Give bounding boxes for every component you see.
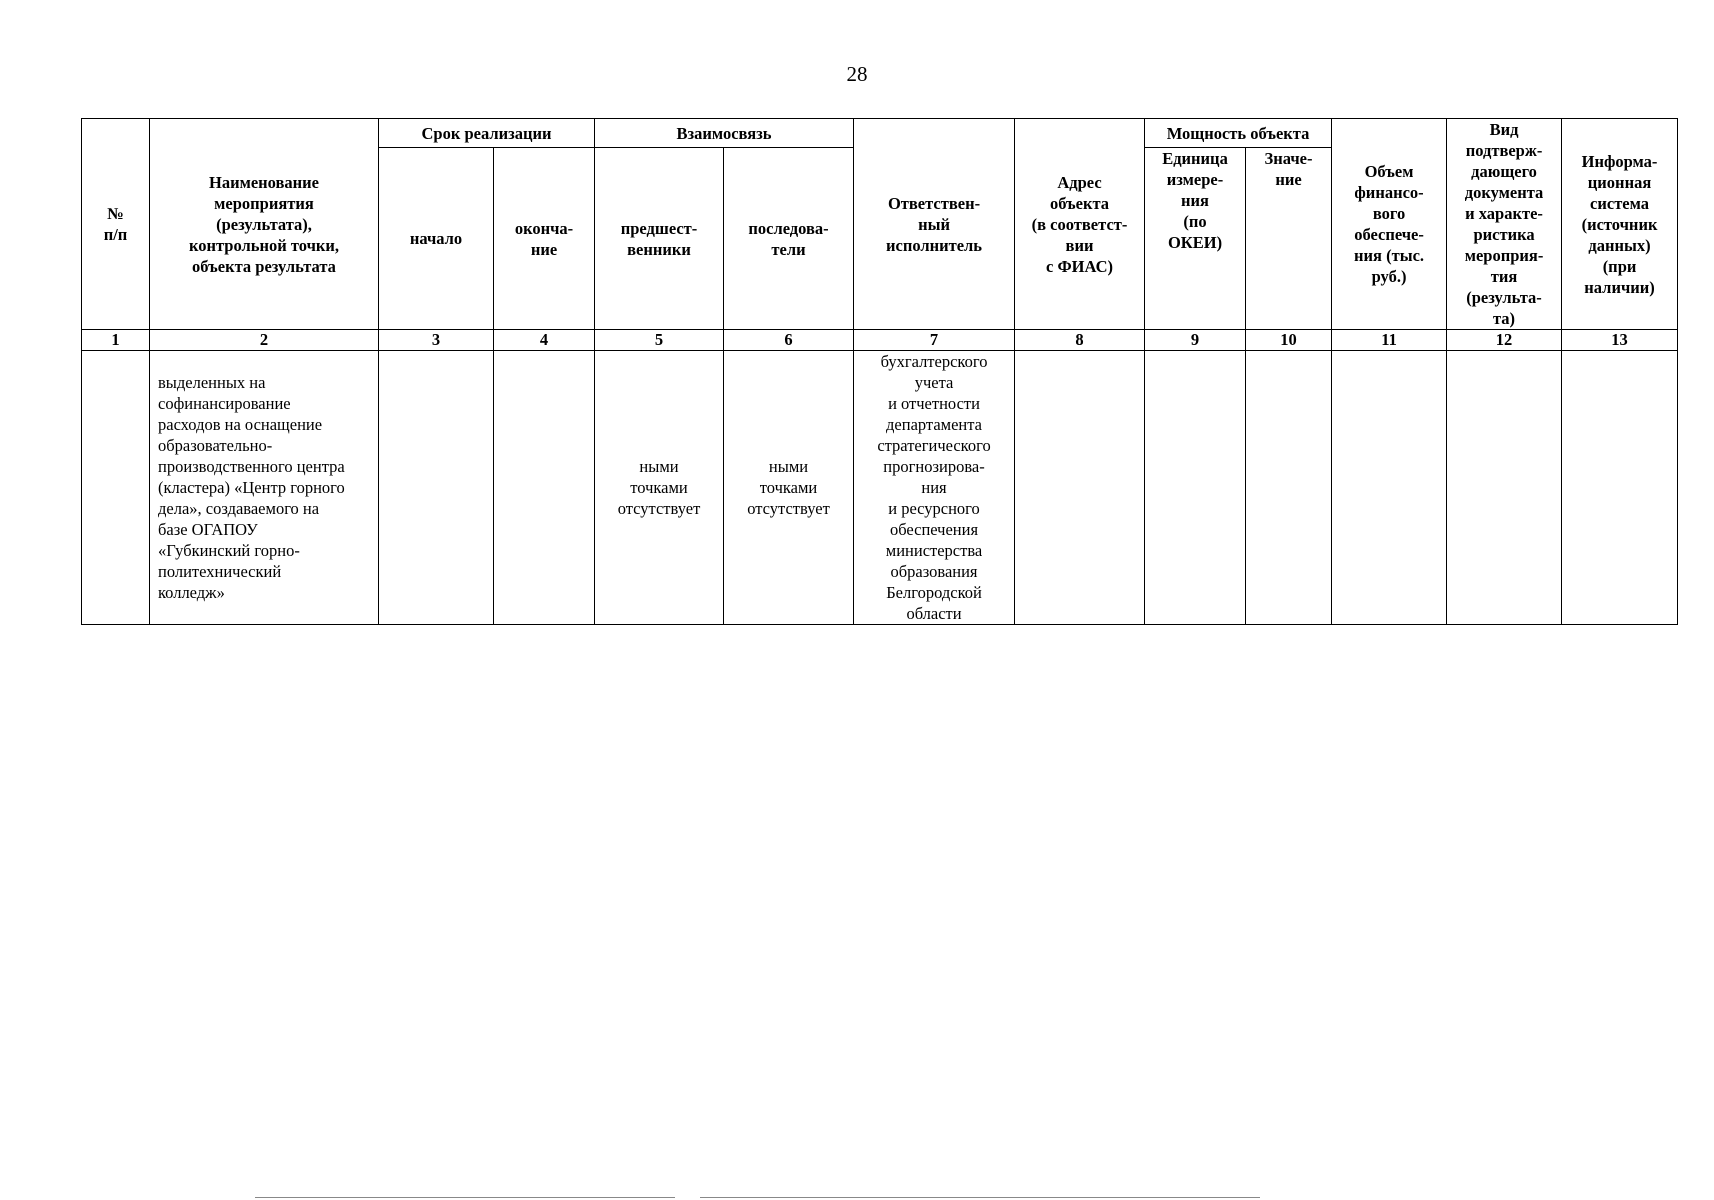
header-link-group: Взаимосвязь bbox=[595, 119, 854, 148]
cell-value bbox=[1246, 351, 1332, 625]
header-period-group: Срок реализации bbox=[379, 119, 595, 148]
column-number: 4 bbox=[494, 330, 595, 351]
cell-responsible: бухгалтерского учета и отчетности департамента стратегического прогнозирова- ния и ресурсного обеспечения министерства образования Белгородской области bbox=[854, 351, 1015, 625]
header-capacity-group: Мощность объекта bbox=[1145, 119, 1332, 148]
column-number: 13 bbox=[1562, 330, 1678, 351]
scan-artifact-line bbox=[700, 1197, 1260, 1198]
cell-name: выделенных на софинансирование расходов на оснащение образовательно- производственного центра (кластера) «Центр горного дела», создаваемого на базе ОГАПОУ «Губкинский горно- политехнический колледж» bbox=[150, 351, 379, 625]
column-number: 3 bbox=[379, 330, 494, 351]
column-numbers-row bbox=[82, 330, 1678, 351]
cell-end bbox=[494, 351, 595, 625]
header-value: Значе- ние bbox=[1246, 148, 1332, 330]
column-number: 12 bbox=[1447, 330, 1562, 351]
header-start: начало bbox=[379, 148, 494, 330]
header-unit: Единица измере- ния (по ОКЕИ) bbox=[1145, 148, 1246, 330]
cell-num bbox=[82, 351, 150, 625]
header-responsible: Ответствен- ный исполнитель bbox=[854, 119, 1015, 330]
column-number: 7 bbox=[854, 330, 1015, 351]
header-row-1 bbox=[82, 119, 1678, 148]
cell-doc-type bbox=[1447, 351, 1562, 625]
cell-funding bbox=[1332, 351, 1447, 625]
header-address: Адрес объекта (в соответст- вии с ФИАС) bbox=[1015, 119, 1145, 330]
header-predecessors: предшест- венники bbox=[595, 148, 724, 330]
header-num: № п/п bbox=[82, 119, 150, 330]
header-info-system: Информа- ционная система (источник данных) (при наличии) bbox=[1562, 119, 1678, 330]
column-number: 9 bbox=[1145, 330, 1246, 351]
column-number: 10 bbox=[1246, 330, 1332, 351]
column-number: 2 bbox=[150, 330, 379, 351]
cell-successors: ными точками отсутствует bbox=[724, 351, 854, 625]
cell-unit bbox=[1145, 351, 1246, 625]
page-number: 28 bbox=[846, 62, 868, 86]
column-number: 8 bbox=[1015, 330, 1145, 351]
table-row bbox=[82, 351, 1678, 625]
header-name: Наименование мероприятия (результата), контрольной точки, объекта результата bbox=[150, 119, 379, 330]
column-number: 11 bbox=[1332, 330, 1447, 351]
cell-address bbox=[1015, 351, 1145, 625]
column-number: 6 bbox=[724, 330, 854, 351]
header-end: оконча- ние bbox=[494, 148, 595, 330]
header-doc-type: Вид подтверж- дающего документа и характе- ристика мероприя- тия (результа- та) bbox=[1447, 119, 1562, 330]
cell-predecessors: ными точками отсутствует bbox=[595, 351, 724, 625]
column-number: 1 bbox=[82, 330, 150, 351]
column-number: 5 bbox=[595, 330, 724, 351]
cell-start bbox=[379, 351, 494, 625]
scan-artifact-line bbox=[255, 1197, 675, 1198]
cell-info-system bbox=[1562, 351, 1678, 625]
header-funding: Объем финансо- вого обеспече- ния (тыс. руб.) bbox=[1332, 119, 1447, 330]
header-successors: последова- тели bbox=[724, 148, 854, 330]
plan-table bbox=[81, 118, 1678, 625]
